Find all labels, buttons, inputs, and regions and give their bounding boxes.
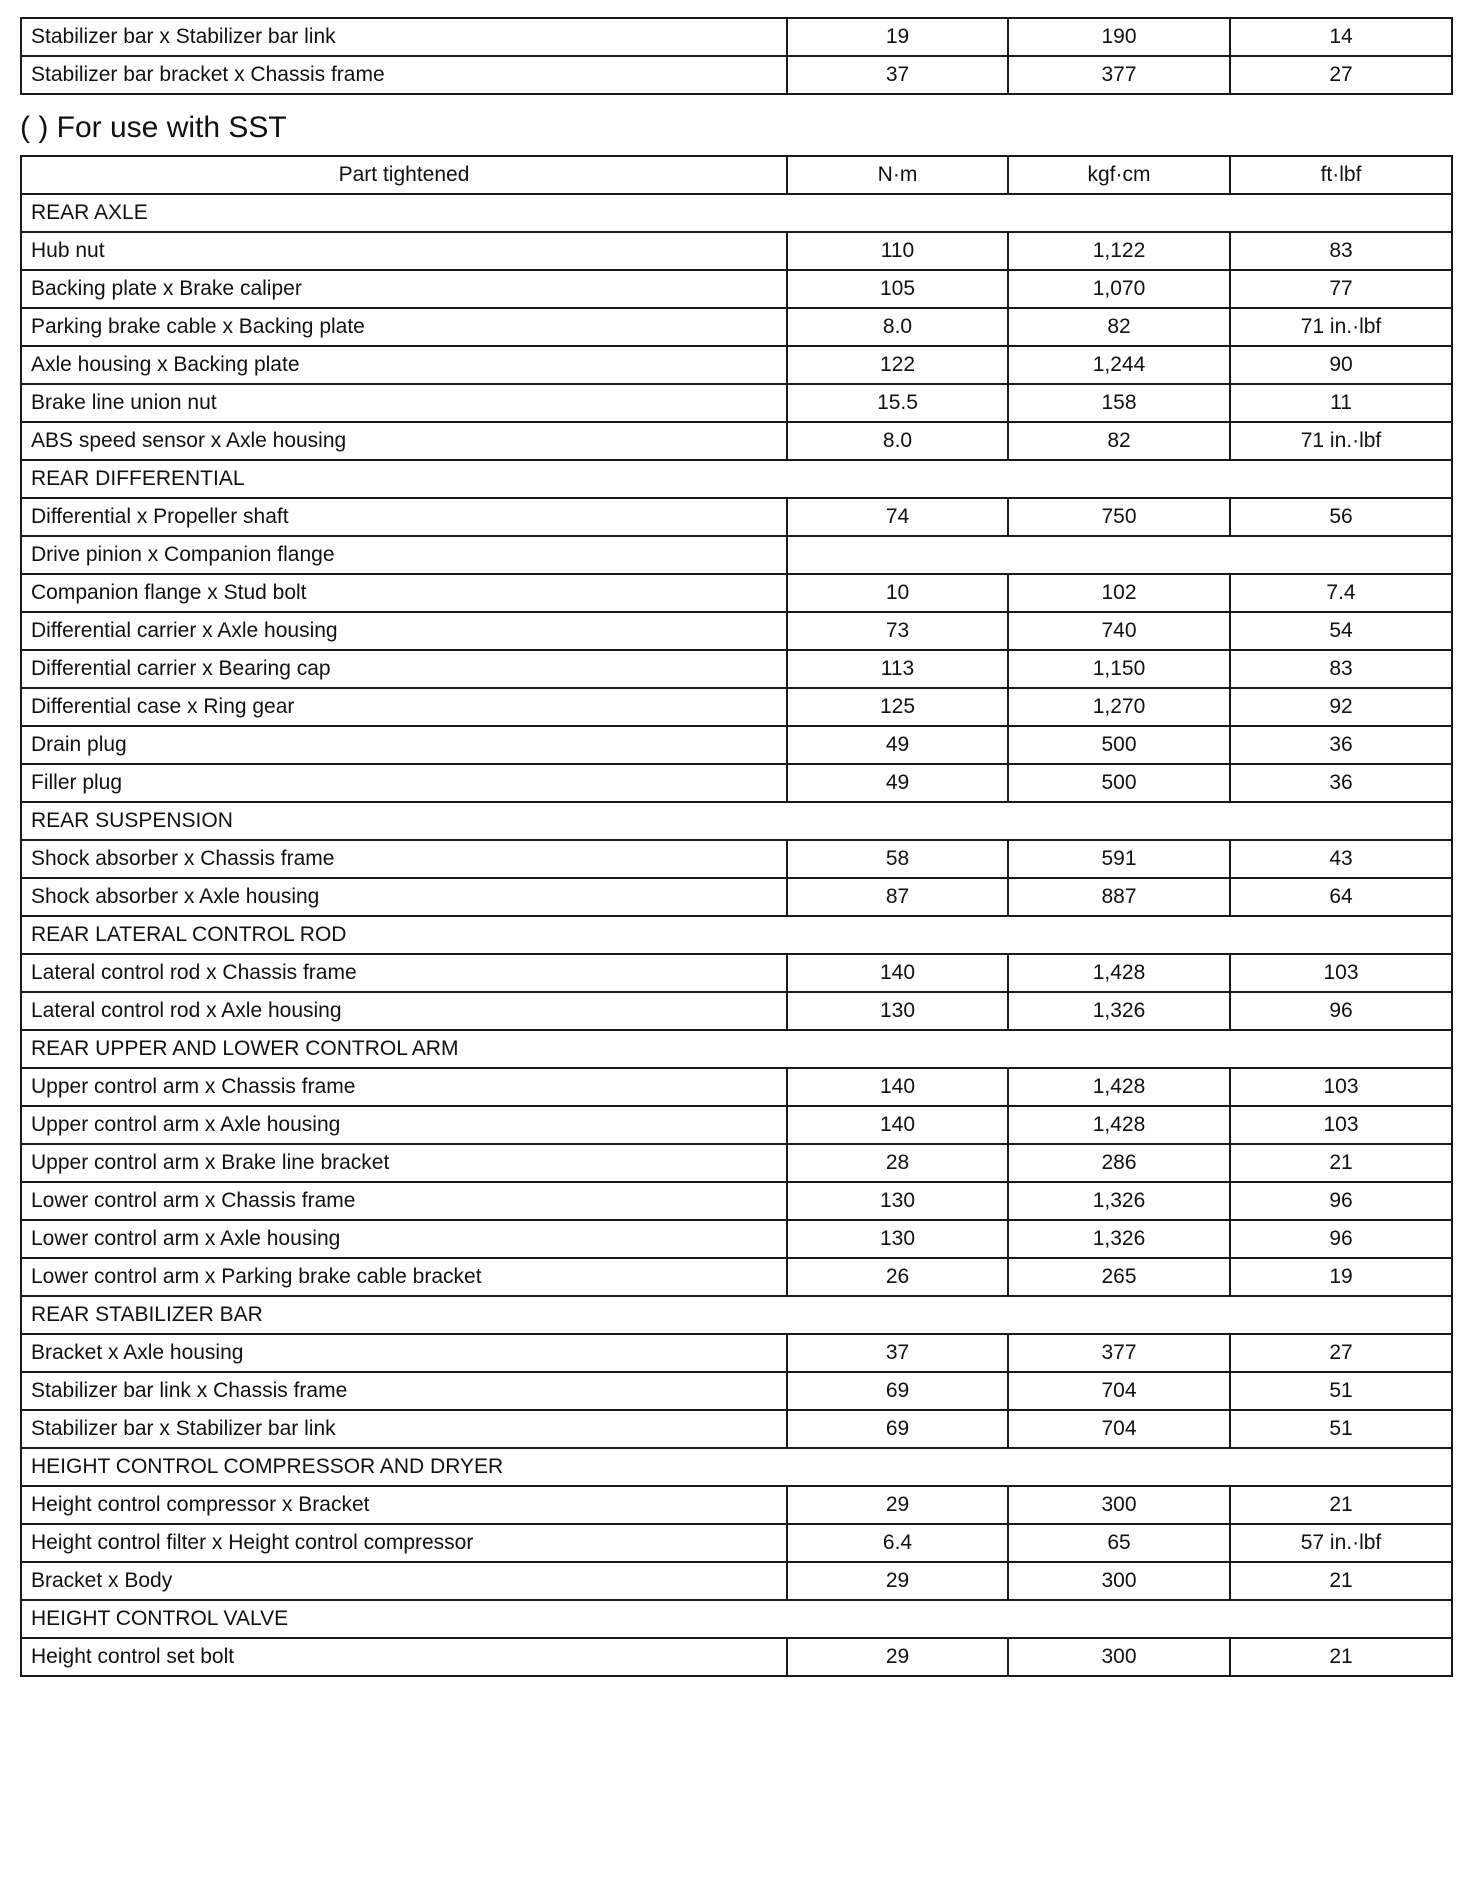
table-row [21,18,1452,56]
ft-lbf-cell: 21 [1230,1638,1452,1676]
nm-cell: 69 [787,1410,1008,1448]
part-tightened-cell: Upper control arm x Chassis frame [21,1068,787,1106]
ft-lbf-cell: 92 [1230,688,1452,726]
part-tightened-cell: Height control compressor x Bracket [21,1486,787,1524]
ft-lbf-cell: 54 [1230,612,1452,650]
kgf-cm-cell: 1,428 [1008,1068,1230,1106]
table-row [21,1144,1452,1182]
section-title: REAR UPPER AND LOWER CONTROL ARM [21,1030,1452,1068]
ft-lbf-cell: 64 [1230,878,1452,916]
ft-lbf-cell: 36 [1230,764,1452,802]
table-row [21,954,1452,992]
ft-lbf-cell: 103 [1230,1068,1452,1106]
ft-lbf-cell: 77 [1230,270,1452,308]
part-tightened-cell: Parking brake cable x Backing plate [21,308,787,346]
ft-lbf-cell: 56 [1230,498,1452,536]
part-tightened-cell: Bracket x Axle housing [21,1334,787,1372]
section-header-row [21,194,1452,232]
table-row [21,878,1452,916]
ft-lbf-cell: 14 [1230,18,1452,56]
part-tightened-cell: Stabilizer bar x Stabilizer bar link [21,1410,787,1448]
ft-lbf-cell: 36 [1230,726,1452,764]
nm-cell: 10 [787,574,1008,612]
part-tightened-cell: Differential x Propeller shaft [21,498,787,536]
kgf-cm-cell: 300 [1008,1638,1230,1676]
kgf-cm-cell: 190 [1008,18,1230,56]
ft-lbf-cell: 19 [1230,1258,1452,1296]
table-header-row [21,156,1452,194]
part-tightened-cell: Stabilizer bar x Stabilizer bar link [21,18,787,56]
kgf-cm-cell: 377 [1008,1334,1230,1372]
kgf-cm-cell: 1,428 [1008,954,1230,992]
table-row [21,1410,1452,1448]
section-title: REAR SUSPENSION [21,802,1452,840]
nm-cell: 37 [787,56,1008,94]
part-tightened-cell: Lower control arm x Axle housing [21,1220,787,1258]
section-title: REAR DIFFERENTIAL [21,460,1452,498]
section-header-row [21,916,1452,954]
ft-lbf-cell: 11 [1230,384,1452,422]
table-row [21,56,1452,94]
torque-spec-table-body [21,194,1452,1676]
table-row [21,308,1452,346]
section-title: REAR AXLE [21,194,1452,232]
kgf-cm-cell: 887 [1008,878,1230,916]
nm-cell: 74 [787,498,1008,536]
section-header-row [21,1030,1452,1068]
table-row [21,232,1452,270]
table-row [21,1562,1452,1600]
table-row [21,1524,1452,1562]
ft-lbf-cell: 57 in.·lbf [1230,1524,1452,1562]
continued-torque-table [20,17,1453,95]
kgf-cm-cell: 65 [1008,1524,1230,1562]
table-row [21,384,1452,422]
ft-lbf-cell: 96 [1230,992,1452,1030]
table-row [21,1068,1452,1106]
nm-cell: 140 [787,1106,1008,1144]
ft-lbf-cell: 21 [1230,1562,1452,1600]
nm-cell: 122 [787,346,1008,384]
ft-lbf-cell: 43 [1230,840,1452,878]
merged-value-cell [787,536,1452,574]
part-tightened-cell: Drain plug [21,726,787,764]
continued-torque-table-body [21,18,1452,94]
section-title: REAR LATERAL CONTROL ROD [21,916,1452,954]
nm-cell: 110 [787,232,1008,270]
section-title: REAR STABILIZER BAR [21,1296,1452,1334]
kgf-cm-cell: 750 [1008,498,1230,536]
table-row [21,422,1452,460]
nm-cell: 37 [787,1334,1008,1372]
ft-lbf-cell: 96 [1230,1220,1452,1258]
nm-cell: 140 [787,1068,1008,1106]
nm-cell: 8.0 [787,422,1008,460]
nm-cell: 29 [787,1562,1008,1600]
part-tightened-cell: Drive pinion x Companion flange [21,536,787,574]
header-part-tightened: Part tightened [21,156,787,194]
table-row [21,270,1452,308]
kgf-cm-cell: 500 [1008,726,1230,764]
ft-lbf-cell: 21 [1230,1486,1452,1524]
section-header-row [21,1296,1452,1334]
kgf-cm-cell: 740 [1008,612,1230,650]
table-row [21,574,1452,612]
table-row [21,1258,1452,1296]
nm-cell: 29 [787,1638,1008,1676]
ft-lbf-cell: 71 in.·lbf [1230,308,1452,346]
part-tightened-cell: Stabilizer bar bracket x Chassis frame [21,56,787,94]
nm-cell: 130 [787,1220,1008,1258]
kgf-cm-cell: 1,326 [1008,1220,1230,1258]
table-row [21,346,1452,384]
kgf-cm-cell: 102 [1008,574,1230,612]
kgf-cm-cell: 1,150 [1008,650,1230,688]
table-row [21,726,1452,764]
nm-cell: 26 [787,1258,1008,1296]
nm-cell: 69 [787,1372,1008,1410]
ft-lbf-cell: 27 [1230,56,1452,94]
nm-cell: 140 [787,954,1008,992]
ft-lbf-cell: 103 [1230,1106,1452,1144]
part-tightened-cell: Lower control arm x Chassis frame [21,1182,787,1220]
kgf-cm-cell: 704 [1008,1372,1230,1410]
kgf-cm-cell: 1,326 [1008,1182,1230,1220]
ft-lbf-cell: 83 [1230,650,1452,688]
section-header-row [21,802,1452,840]
table-row [21,1106,1452,1144]
section-title: HEIGHT CONTROL VALVE [21,1600,1452,1638]
nm-cell: 49 [787,726,1008,764]
part-tightened-cell: Lower control arm x Parking brake cable bracket [21,1258,787,1296]
kgf-cm-cell: 82 [1008,422,1230,460]
kgf-cm-cell: 377 [1008,56,1230,94]
nm-cell: 29 [787,1486,1008,1524]
ft-lbf-cell: 71 in.·lbf [1230,422,1452,460]
section-title: HEIGHT CONTROL COMPRESSOR AND DRYER [21,1448,1452,1486]
nm-cell: 73 [787,612,1008,650]
table-row [21,1220,1452,1258]
table-row [21,650,1452,688]
table-row [21,498,1452,536]
kgf-cm-cell: 500 [1008,764,1230,802]
kgf-cm-cell: 704 [1008,1410,1230,1448]
part-tightened-cell: Hub nut [21,232,787,270]
ft-lbf-cell: 103 [1230,954,1452,992]
table-row [21,840,1452,878]
kgf-cm-cell: 1,270 [1008,688,1230,726]
torque-spec-table [20,155,1453,1677]
part-tightened-cell: Height control filter x Height control compressor [21,1524,787,1562]
nm-cell: 49 [787,764,1008,802]
table-row [21,688,1452,726]
ft-lbf-cell: 27 [1230,1334,1452,1372]
kgf-cm-cell: 591 [1008,840,1230,878]
nm-cell: 15.5 [787,384,1008,422]
kgf-cm-cell: 82 [1008,308,1230,346]
table-row [21,764,1452,802]
nm-cell: 113 [787,650,1008,688]
part-tightened-cell: Differential carrier x Axle housing [21,612,787,650]
nm-cell: 105 [787,270,1008,308]
kgf-cm-cell: 286 [1008,1144,1230,1182]
ft-lbf-cell: 90 [1230,346,1452,384]
part-tightened-cell: Shock absorber x Axle housing [21,878,787,916]
kgf-cm-cell: 158 [1008,384,1230,422]
kgf-cm-cell: 265 [1008,1258,1230,1296]
nm-cell: 130 [787,1182,1008,1220]
nm-cell: 87 [787,878,1008,916]
part-tightened-cell: ABS speed sensor x Axle housing [21,422,787,460]
section-header-row [21,1600,1452,1638]
ft-lbf-cell: 51 [1230,1410,1452,1448]
part-tightened-cell: Differential carrier x Bearing cap [21,650,787,688]
kgf-cm-cell: 1,244 [1008,346,1230,384]
section-header-row [21,1448,1452,1486]
nm-cell: 19 [787,18,1008,56]
header-kgf-cm: kgf·cm [1008,156,1230,194]
table-row [21,992,1452,1030]
kgf-cm-cell: 1,122 [1008,232,1230,270]
nm-cell: 58 [787,840,1008,878]
ft-lbf-cell: 83 [1230,232,1452,270]
part-tightened-cell: Axle housing x Backing plate [21,346,787,384]
table-row [21,1182,1452,1220]
ft-lbf-cell: 96 [1230,1182,1452,1220]
nm-cell: 125 [787,688,1008,726]
kgf-cm-cell: 1,070 [1008,270,1230,308]
nm-cell: 28 [787,1144,1008,1182]
header-ft-lbf: ft·lbf [1230,156,1452,194]
part-tightened-cell: Filler plug [21,764,787,802]
table-row [21,536,1452,574]
part-tightened-cell: Lateral control rod x Chassis frame [21,954,787,992]
ft-lbf-cell: 7.4 [1230,574,1452,612]
table-row [21,1334,1452,1372]
part-tightened-cell: Upper control arm x Brake line bracket [21,1144,787,1182]
nm-cell: 130 [787,992,1008,1030]
kgf-cm-cell: 1,428 [1008,1106,1230,1144]
part-tightened-cell: Height control set bolt [21,1638,787,1676]
part-tightened-cell: Lateral control rod x Axle housing [21,992,787,1030]
nm-cell: 6.4 [787,1524,1008,1562]
part-tightened-cell: Brake line union nut [21,384,787,422]
part-tightened-cell: Differential case x Ring gear [21,688,787,726]
part-tightened-cell: Shock absorber x Chassis frame [21,840,787,878]
nm-cell: 8.0 [787,308,1008,346]
part-tightened-cell: Companion flange x Stud bolt [21,574,787,612]
part-tightened-cell: Upper control arm x Axle housing [21,1106,787,1144]
table-row [21,612,1452,650]
sst-note: ( ) For use with SST [20,111,287,144]
kgf-cm-cell: 1,326 [1008,992,1230,1030]
kgf-cm-cell: 300 [1008,1486,1230,1524]
section-header-row [21,460,1452,498]
part-tightened-cell: Backing plate x Brake caliper [21,270,787,308]
header-nm: N·m [787,156,1008,194]
part-tightened-cell: Stabilizer bar link x Chassis frame [21,1372,787,1410]
table-row [21,1486,1452,1524]
kgf-cm-cell: 300 [1008,1562,1230,1600]
ft-lbf-cell: 21 [1230,1144,1452,1182]
table-row [21,1372,1452,1410]
table-row [21,1638,1452,1676]
ft-lbf-cell: 51 [1230,1372,1452,1410]
part-tightened-cell: Bracket x Body [21,1562,787,1600]
